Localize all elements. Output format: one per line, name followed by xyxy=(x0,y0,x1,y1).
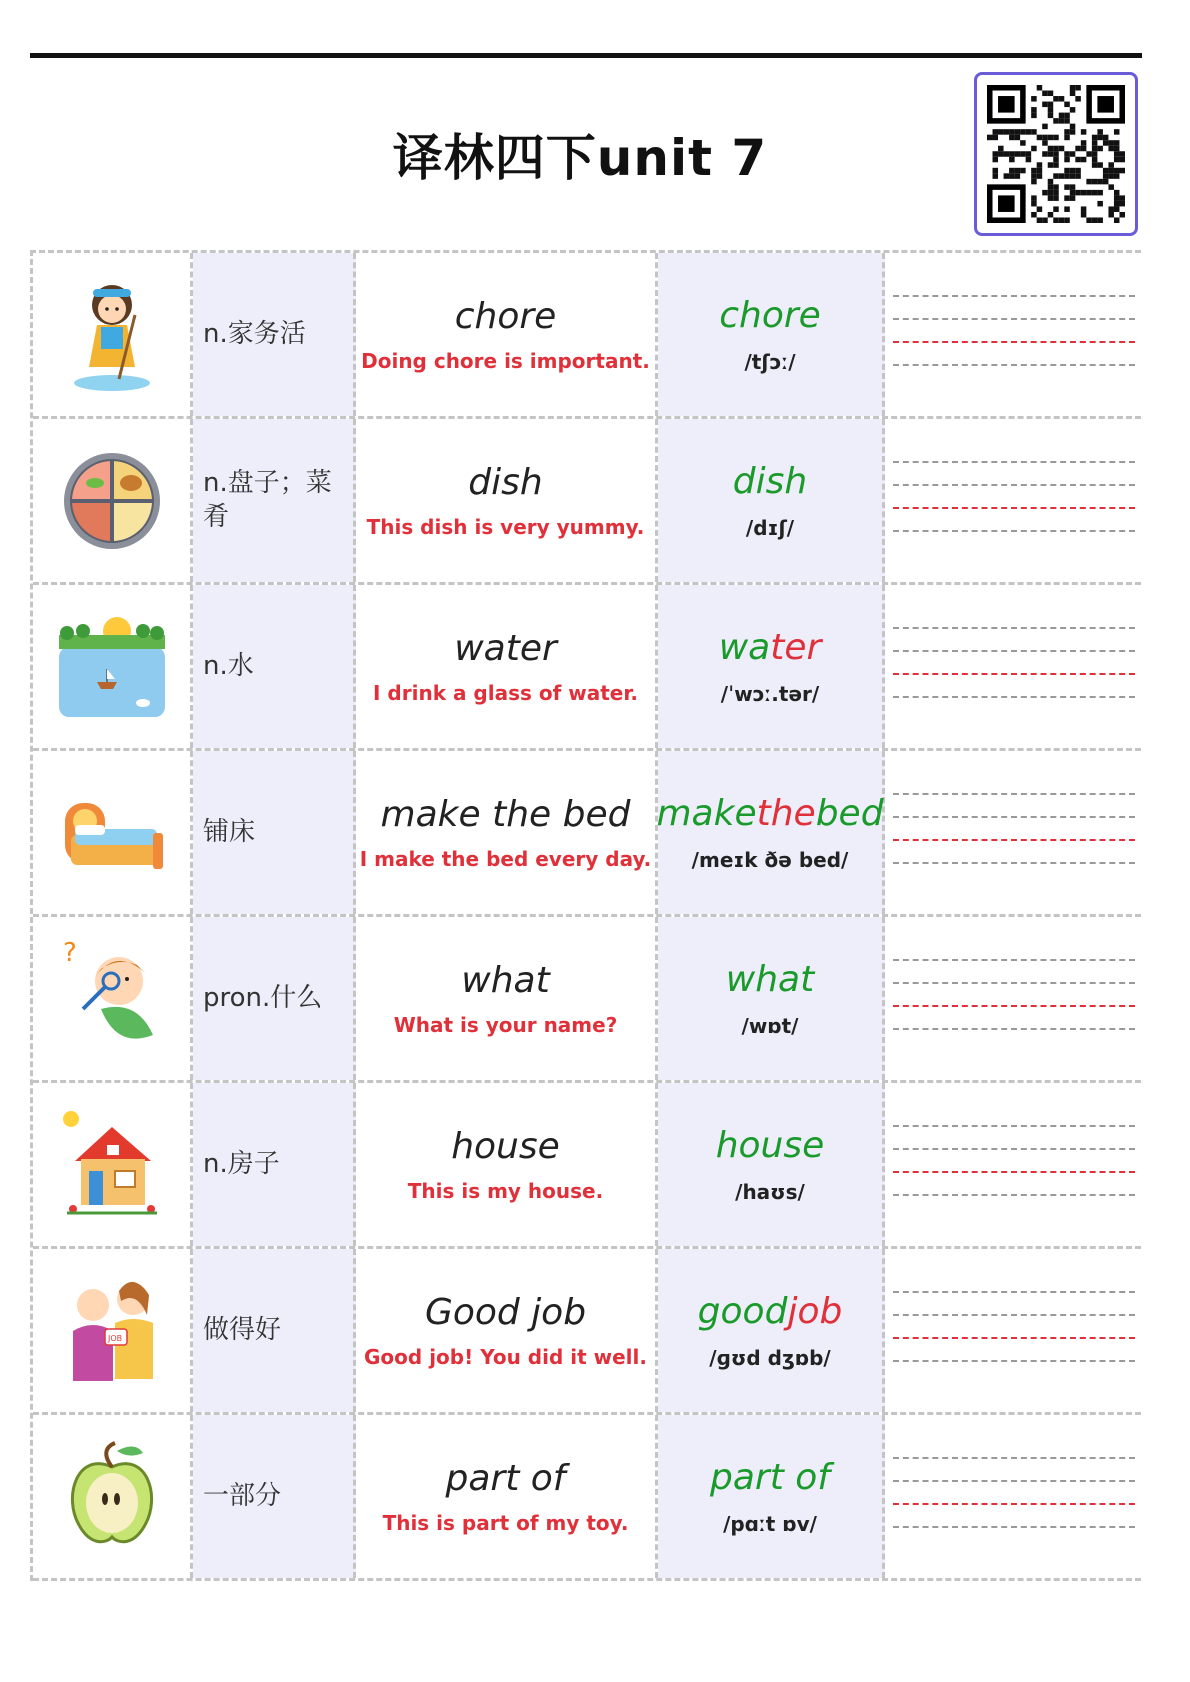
word-part: ter xyxy=(770,627,822,668)
meaning-cell xyxy=(193,751,356,914)
writing-line xyxy=(893,461,1135,463)
example-sentence: What is your name? xyxy=(393,1013,618,1037)
writing-line xyxy=(893,793,1135,795)
svg-text:?: ? xyxy=(62,938,77,968)
writing-baseline xyxy=(893,507,1135,509)
meaning-cell xyxy=(193,1415,356,1578)
writing-line xyxy=(893,862,1135,864)
writing-line xyxy=(893,627,1135,629)
writing-baseline xyxy=(893,673,1135,675)
vocab-row-water xyxy=(33,585,1141,751)
example-sentence: This is my house. xyxy=(407,1179,604,1203)
vocab-row-house xyxy=(33,1083,1141,1249)
writing-line xyxy=(893,982,1135,984)
writing-lines[interactable] xyxy=(885,419,1141,582)
phonetic-text: /tʃɔː/ xyxy=(744,350,796,374)
word-cell xyxy=(356,751,658,914)
writing-line xyxy=(893,484,1135,486)
writing-line xyxy=(893,1148,1135,1150)
picture-cell xyxy=(33,917,193,1080)
word-part: job xyxy=(787,1291,843,1332)
page-title: 译林四下unit 7 xyxy=(392,129,768,187)
word-part: house xyxy=(715,1125,825,1166)
colored-word xyxy=(656,793,883,834)
colored-word xyxy=(719,627,822,668)
writing-lines[interactable] xyxy=(885,1249,1141,1412)
word-part: bed xyxy=(815,793,884,834)
meaning-cell xyxy=(193,1083,356,1246)
writing-line xyxy=(893,1360,1135,1362)
writing-lines[interactable] xyxy=(885,253,1141,416)
vocab-row-chore xyxy=(33,253,1141,419)
phonetic-text: /meɪk ðə bed/ xyxy=(691,848,849,872)
phonics-cell xyxy=(658,917,885,1080)
bed-icon xyxy=(57,773,167,893)
word-text: what xyxy=(461,960,550,1001)
example-sentence: This is part of my toy. xyxy=(382,1511,629,1535)
picture-cell xyxy=(33,585,193,748)
writing-line xyxy=(893,1291,1135,1293)
writing-baseline xyxy=(893,1005,1135,1007)
picture-cell xyxy=(33,253,193,416)
phonetic-text: /ˈwɔː.tər/ xyxy=(720,682,820,706)
word-text: Good job xyxy=(424,1292,587,1333)
word-part: make xyxy=(656,793,757,834)
meaning-text: n.盘子；菜肴 xyxy=(203,467,332,532)
phonics-cell xyxy=(658,751,885,914)
writing-line xyxy=(893,816,1135,818)
word-cell xyxy=(356,253,658,416)
meaning-text: 做得好 xyxy=(203,1314,282,1345)
word-text: dish xyxy=(468,462,543,503)
phonetic-text: /pɑːt ɒv/ xyxy=(723,1512,817,1536)
word-part: part of xyxy=(710,1457,830,1498)
vocab-row-what xyxy=(33,917,1141,1083)
writing-line xyxy=(893,696,1135,698)
top-rule xyxy=(30,53,1142,58)
word-part: good xyxy=(697,1291,788,1332)
writing-baseline xyxy=(893,341,1135,343)
word-cell xyxy=(356,1249,658,1412)
writing-line xyxy=(893,650,1135,652)
meaning-cell xyxy=(193,253,356,416)
writing-line xyxy=(893,1194,1135,1196)
meaning-cell xyxy=(193,1249,356,1412)
word-part: what xyxy=(725,959,815,1000)
word-text: chore xyxy=(454,296,557,337)
phonics-cell xyxy=(658,1249,885,1412)
word-text: house xyxy=(451,1126,560,1167)
word-text: part of xyxy=(445,1458,566,1499)
example-sentence: I drink a glass of water. xyxy=(373,681,638,705)
word-cell xyxy=(356,1083,658,1246)
writing-line xyxy=(893,364,1135,366)
lake-water-icon xyxy=(57,607,167,727)
phonics-cell xyxy=(658,1415,885,1578)
writing-line xyxy=(893,1480,1135,1482)
vocab-table xyxy=(30,250,1141,1581)
colored-word xyxy=(710,1457,830,1498)
phonetic-text: /wɒt/ xyxy=(741,1014,799,1038)
phonetic-text: /ɡʊd dʒɒb/ xyxy=(709,1346,831,1370)
phonetic-text: /haʊs/ xyxy=(735,1180,805,1204)
colored-word xyxy=(716,1125,825,1166)
writing-baseline xyxy=(893,1171,1135,1173)
vocab-row-part-of xyxy=(33,1415,1141,1581)
colored-word xyxy=(726,959,814,1000)
writing-lines[interactable] xyxy=(885,585,1141,748)
example-sentence: Good job! You did it well. xyxy=(364,1345,647,1369)
word-part: wa xyxy=(718,627,771,668)
writing-baseline xyxy=(893,1337,1135,1339)
meaning-text: n.房子 xyxy=(203,1148,280,1179)
meaning-text: 一部分 xyxy=(203,1480,282,1511)
writing-lines[interactable] xyxy=(885,751,1141,914)
word-cell xyxy=(356,419,658,582)
writing-line xyxy=(893,959,1135,961)
meaning-text: pron.什么 xyxy=(203,982,323,1013)
writing-line xyxy=(893,1125,1135,1127)
word-text: water xyxy=(454,628,557,669)
word-part: the xyxy=(756,793,816,834)
qr-code[interactable] xyxy=(974,72,1138,236)
writing-line xyxy=(893,1457,1135,1459)
phonetic-text: /dɪʃ/ xyxy=(745,516,795,540)
phonics-cell xyxy=(658,419,885,582)
picture-cell xyxy=(33,419,193,582)
word-part: chore xyxy=(719,295,821,336)
meaning-cell xyxy=(193,419,356,582)
cleaning-girl-icon xyxy=(57,275,167,395)
picture-cell xyxy=(33,1415,193,1578)
phonics-cell xyxy=(658,585,885,748)
meaning-cell xyxy=(193,917,356,1080)
curious-boy-icon xyxy=(57,939,167,1059)
example-sentence: I make the bed every day. xyxy=(359,847,652,871)
word-part: dish xyxy=(732,461,808,502)
writing-line xyxy=(893,1028,1135,1030)
word-cell xyxy=(356,917,658,1080)
word-cell xyxy=(356,585,658,748)
example-sentence: Doing chore is important. xyxy=(361,349,650,373)
vocab-row-dish xyxy=(33,419,1141,585)
apple-icon xyxy=(57,1437,167,1557)
meaning-text: 铺床 xyxy=(203,816,256,847)
writing-lines[interactable] xyxy=(885,917,1141,1080)
writing-lines[interactable] xyxy=(885,1083,1141,1246)
house-icon xyxy=(57,1105,167,1225)
qr-code-icon xyxy=(987,85,1125,223)
phonics-cell xyxy=(658,253,885,416)
svg-text:JOB: JOB xyxy=(107,1333,122,1343)
meaning-cell xyxy=(193,585,356,748)
vocab-row-good-job xyxy=(33,1249,1141,1415)
good-job-people-icon xyxy=(57,1271,167,1391)
colored-word xyxy=(719,295,821,336)
writing-line xyxy=(893,295,1135,297)
writing-line xyxy=(893,1314,1135,1316)
writing-baseline xyxy=(893,1503,1135,1505)
vocab-row-make-the-bed xyxy=(33,751,1141,917)
phonics-cell xyxy=(658,1083,885,1246)
word-cell xyxy=(356,1415,658,1578)
writing-line xyxy=(893,530,1135,532)
writing-lines[interactable] xyxy=(885,1415,1141,1578)
food-plate-icon xyxy=(57,441,167,561)
colored-word xyxy=(733,461,807,502)
writing-line xyxy=(893,318,1135,320)
meaning-text: n.水 xyxy=(203,650,254,681)
writing-baseline xyxy=(893,839,1135,841)
example-sentence: This dish is very yummy. xyxy=(366,515,645,539)
picture-cell xyxy=(33,1249,193,1412)
meaning-text: n.家务活 xyxy=(203,318,306,349)
writing-line xyxy=(893,1526,1135,1528)
picture-cell xyxy=(33,751,193,914)
word-text: make the bed xyxy=(380,794,631,835)
colored-word xyxy=(698,1291,843,1332)
picture-cell xyxy=(33,1083,193,1246)
